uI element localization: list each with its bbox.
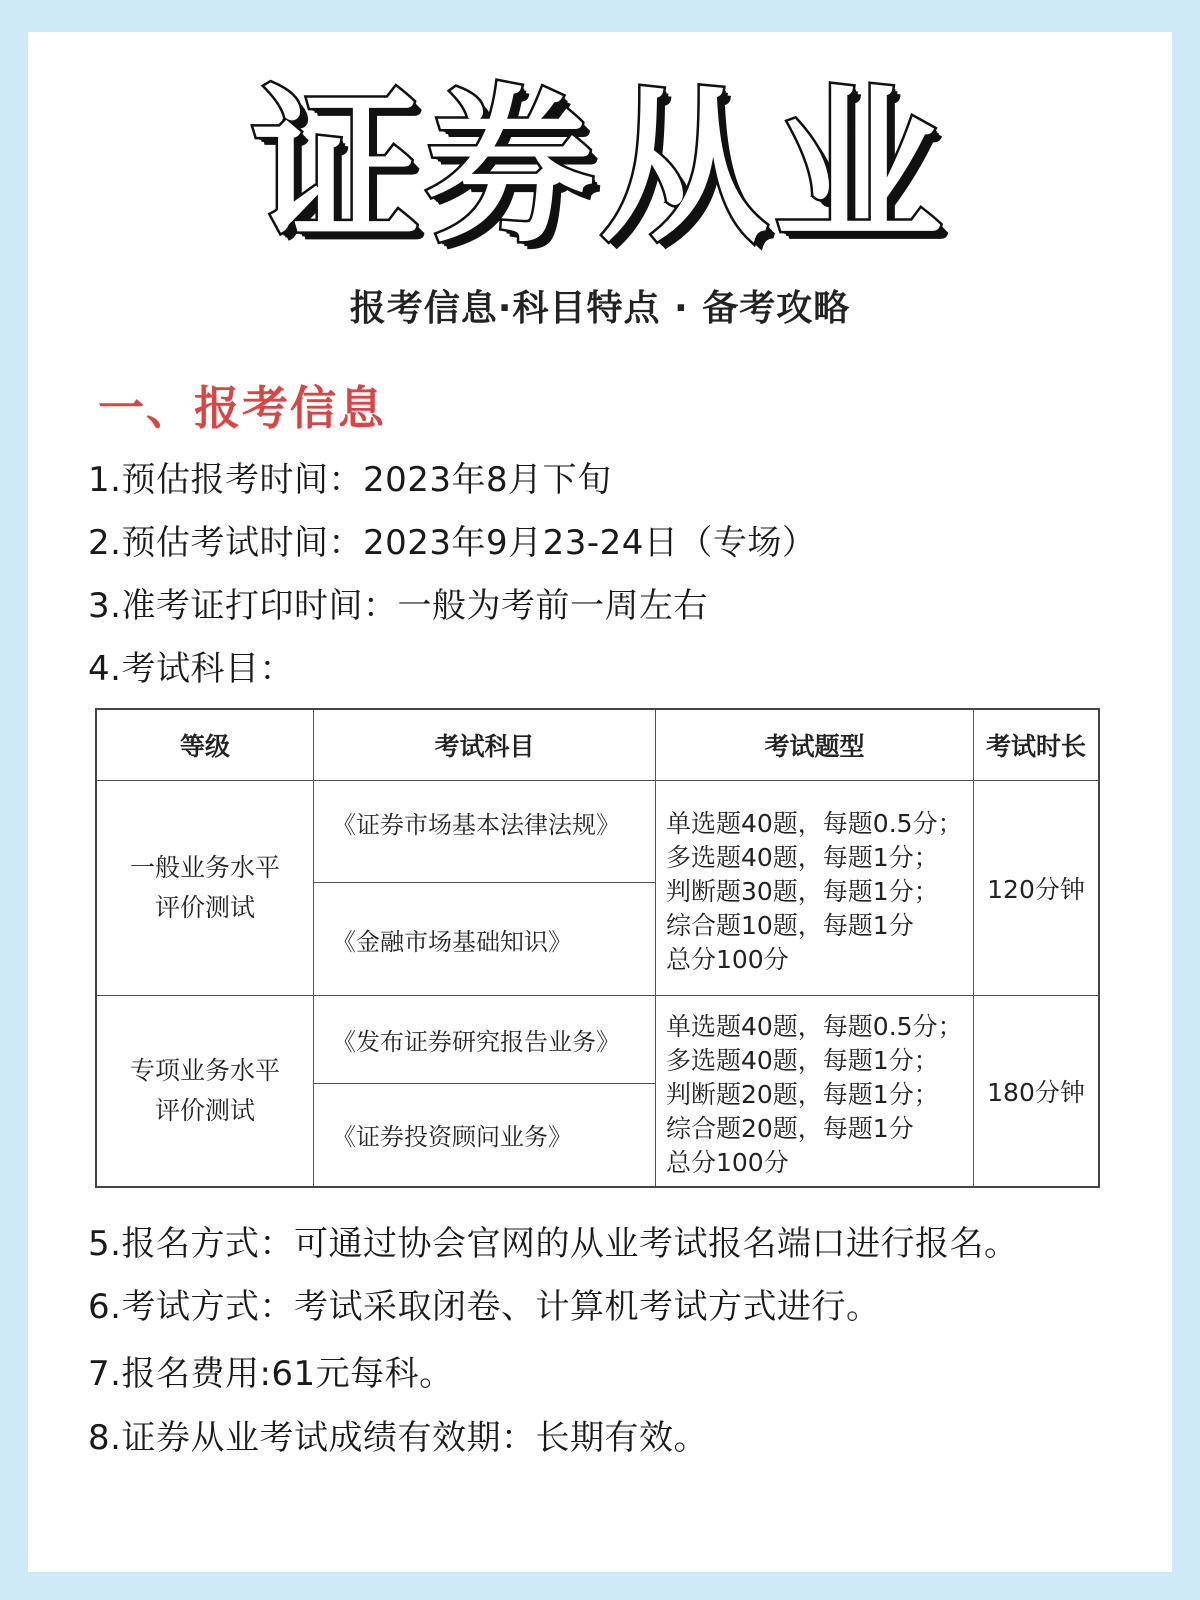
- type-line: 单选题40题，每题0.5分；: [666, 808, 963, 838]
- level-label: 一般业务水平: [129, 853, 280, 883]
- table-header-row: [96, 709, 1099, 781]
- table-row: [96, 996, 1099, 1083]
- info-item-registration-time: 1.预估报考时间：2023年8月下旬: [88, 460, 612, 500]
- level-label: 评价测试: [154, 893, 255, 923]
- info-item-validity: 8.证券从业考试成绩有效期：长期有效。: [88, 1418, 708, 1458]
- subject-cell: 《金融市场基础知识》: [314, 882, 656, 996]
- info-item-registration-method: 5.报名方式：可通过协会官网的从业考试报名端口进行报名。: [88, 1224, 1019, 1264]
- header-level: 等级: [96, 709, 314, 781]
- info-item-admission-ticket: 3.准考证打印时间：一般为考前一周左右: [88, 586, 708, 626]
- subject-cell: 《证券投资顾问业务》: [314, 1083, 656, 1187]
- level-cell: [96, 781, 314, 996]
- level-cell: [96, 996, 314, 1187]
- type-line: 判断题20题，每题1分；: [666, 1079, 939, 1109]
- page-title: 证券从业: [252, 69, 948, 265]
- type-line: 多选题40题，每题1分；: [666, 1045, 939, 1075]
- type-line: 多选题40题，每题1分；: [666, 842, 939, 872]
- type-line: 总分100分: [666, 944, 789, 974]
- info-item-exam-subjects: 4.考试科目：: [88, 649, 294, 689]
- level-label: 专项业务水平: [129, 1056, 280, 1086]
- header-duration: 考试时长: [974, 709, 1100, 781]
- content-card: [28, 32, 1172, 1572]
- info-item-exam-time: 2.预估考试时间：2023年9月23-24日（专场）: [88, 523, 817, 563]
- header-subject: 考试科目: [314, 709, 656, 781]
- info-item-fee: 7.报名费用:61元每科。: [88, 1354, 454, 1394]
- duration-cell: 120分钟: [974, 781, 1100, 996]
- level-label: 评价测试: [154, 1096, 255, 1126]
- type-line: 单选题40题，每题0.5分；: [666, 1011, 963, 1041]
- question-types-cell: [656, 996, 974, 1187]
- subject-cell: 《证券市场基本法律法规》: [314, 781, 656, 883]
- table-row: [96, 781, 1099, 883]
- type-line: 总分100分: [666, 1147, 789, 1177]
- type-line: 综合题20题，每题1分: [666, 1113, 914, 1143]
- info-item-exam-method: 6.考试方式：考试采取闭卷、计算机考试方式进行。: [88, 1287, 881, 1327]
- exam-subjects-table: [95, 708, 1100, 1188]
- section-heading: 一、报考信息: [98, 381, 386, 435]
- header-question-types: 考试题型: [656, 709, 974, 781]
- page-subtitle: 报考信息·科目特点 · 备考攻略: [349, 288, 851, 329]
- type-line: 综合题10题，每题1分: [666, 910, 914, 940]
- question-types-cell: [656, 781, 974, 996]
- subject-cell: 《发布证券研究报告业务》: [314, 996, 656, 1083]
- duration-cell: 180分钟: [974, 996, 1100, 1187]
- type-line: 判断题30题，每题1分；: [666, 876, 939, 906]
